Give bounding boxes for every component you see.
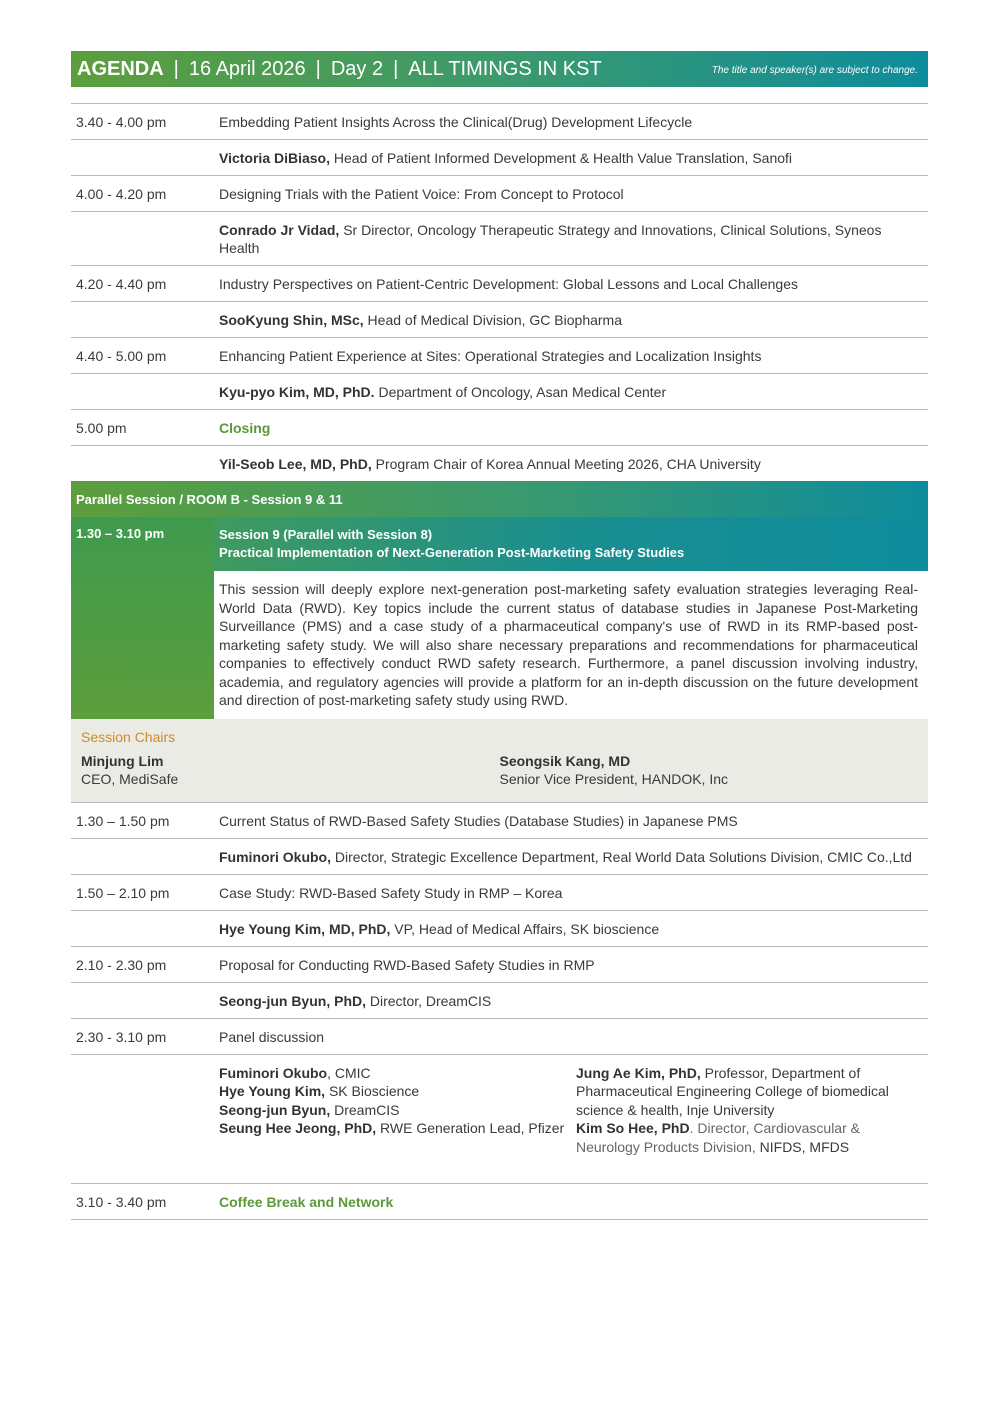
panelists-col-1: [219, 1064, 576, 1157]
panelist-name: Jung Ae Kim, PhD,: [576, 1064, 701, 1081]
row-title: Enhancing Patient Experience at Sites: Operational Strategies and Localization Insights: [219, 348, 762, 364]
agenda-row: [71, 803, 928, 839]
row-speaker: [214, 983, 928, 1018]
header-separator: |: [393, 57, 399, 80]
agenda-row: [71, 410, 928, 446]
row-time: 4.40 - 5.00 pm: [76, 348, 167, 364]
row-speaker: [214, 839, 928, 874]
panelist: [219, 1064, 576, 1083]
row-time: 3.40 - 4.00 pm: [76, 114, 167, 130]
agenda-page: [71, 51, 928, 1220]
row-title: Case Study: RWD-Based Safety Study in RMP – Korea: [219, 884, 563, 901]
header-title: [71, 58, 602, 81]
panelist-role: , CMIC: [327, 1064, 371, 1081]
panelists: [214, 1055, 928, 1184]
row-time: 4.20 - 4.40 pm: [76, 276, 167, 292]
agenda-row: [71, 839, 928, 875]
panelist-name: Hye Young Kim,: [219, 1083, 326, 1099]
speaker-role: Department of Oncology, Asan Medical Center: [374, 384, 667, 400]
session-title: [214, 517, 928, 571]
speaker-name: Seong-jun Byun, PhD,: [219, 992, 366, 1009]
panelist-name: Seung Hee Jeong, PhD,: [219, 1120, 377, 1136]
row-time: 1.30 – 1.50 pm: [76, 812, 170, 829]
row-time: 1.50 – 2.10 pm: [76, 884, 170, 901]
agenda-rows-top: [71, 103, 928, 481]
header-date: 16 April 2026: [188, 57, 306, 80]
speaker-role: Director, DreamCIS: [366, 992, 492, 1009]
chair-role: Senior Vice President, HANDOK, Inc: [499, 770, 729, 787]
speaker-name: Yil-Seob Lee, MD, PhD,: [219, 456, 372, 472]
row-speaker: [214, 374, 928, 409]
agenda-row: [71, 947, 928, 983]
panelist-role: DreamCIS: [330, 1101, 400, 1118]
panelist-role: Professor, Department of Pharmaceutical Engineering College of biomedical science & health, Inje University: [576, 1064, 889, 1118]
agenda-row: [71, 911, 928, 947]
row-speaker: [214, 140, 928, 175]
panelist-role: SK Bioscience: [325, 1083, 420, 1099]
agenda-row: [71, 374, 928, 410]
agenda-row: [71, 1019, 928, 1055]
panelist: [219, 1082, 576, 1101]
agenda-row: [71, 338, 928, 374]
speaker-name: SooKyung Shin, MSc,: [219, 312, 364, 328]
chair-name: Seongsik Kang, MD: [499, 752, 631, 769]
agenda-row: [71, 983, 928, 1019]
session-block: [71, 517, 928, 719]
panelists-col-2: [576, 1064, 918, 1157]
speaker-role: Head of Medical Division, GC Biopharma: [363, 312, 623, 328]
row-time: 5.00 pm: [76, 420, 127, 436]
row-speaker: [214, 911, 928, 946]
speaker-role: Program Chair of Korea Annual Meeting 2026, CHA University: [371, 456, 761, 472]
session-title-line1: Session 9 (Parallel with Session 8): [219, 527, 433, 542]
row-time: 2.30 - 3.10 pm: [76, 1028, 167, 1045]
panelist-name: Kim So Hee, PhD: [576, 1120, 690, 1136]
speaker-role: Sr Director, Oncology Therapeutic Strategy and Innovations, Clinical Solutions, Syneos Health: [219, 222, 882, 256]
coffee-break-title: Coffee Break and Network: [219, 1194, 394, 1210]
row-title: Embedding Patient Insights Across the Clinical(Drug) Development Lifecycle: [219, 114, 693, 130]
panelist-name: Seong-jun Byun,: [219, 1101, 331, 1118]
agenda-row: [71, 212, 928, 266]
chair-role: CEO, MediSafe: [81, 770, 179, 787]
header-note: The title and speaker(s) are subject to change.: [711, 65, 918, 76]
chairs-label: Session Chairs: [81, 728, 176, 745]
speaker-name: Victoria DiBiaso,: [219, 150, 331, 166]
row-speaker: [214, 302, 928, 337]
panel-row: [71, 1055, 928, 1185]
session-time: 1.30 – 3.10 pm: [71, 517, 214, 719]
header-timings: ALL TIMINGS IN KST: [408, 57, 602, 80]
row-time: 3.10 - 3.40 pm: [76, 1194, 167, 1210]
row-title: Designing Trials with the Patient Voice: From Concept to Protocol: [219, 186, 624, 202]
speaker-name: Hye Young Kim, MD, PhD,: [219, 920, 391, 937]
speaker-name: Kyu-pyo Kim, MD, PhD.: [219, 384, 375, 400]
chair-name: Minjung Lim: [81, 752, 164, 769]
agenda-row: [71, 302, 928, 338]
header-separator: |: [315, 57, 321, 80]
agenda-row: [71, 1184, 928, 1220]
panelist: [576, 1064, 918, 1120]
header-agenda: AGENDA: [77, 57, 164, 80]
row-time: 2.10 - 2.30 pm: [76, 956, 167, 973]
chair-1: [81, 752, 500, 788]
agenda-rows-bottom: [71, 803, 928, 1221]
row-title: Industry Perspectives on Patient-Centric Development: Global Lessons and Local Challenges: [219, 276, 798, 292]
session-chairs: [71, 719, 928, 803]
panelist-role: RWE Generation Lead, Pfizer: [376, 1120, 565, 1136]
session-description: This session will deeply explore next-generation post-marketing safety evaluation strategies leveraging Real-World Data (RWD). Key topics include the current status of database studies in Japanese Post-Marketing Surveillance (PMS) and a case study of a pharmaceutical company's use of RWD in its RMP-based post-marketing safety study. We will also share necessary preparations and recommendations for pharmaceutical companies to effectively conduct RWD safety research. Furthermore, a panel discussion involving industry, academia, and regulatory agencies will provide a platform for an in-depth discussion on the future development and direction of post-marketing safety study using RWD.: [219, 581, 918, 708]
agenda-row: [71, 875, 928, 911]
row-speaker: [214, 212, 928, 265]
agenda-row: [71, 176, 928, 212]
row-title: Proposal for Conducting RWD-Based Safety Studies in RMP: [219, 956, 595, 973]
panelist-org: NIFDS, MFDS: [755, 1138, 850, 1155]
panelist: [576, 1119, 918, 1156]
speaker-role: Director, Strategic Excellence Department, Real World Data Solutions Division, CMIC Co.,Ltd: [331, 848, 912, 865]
header-separator: |: [173, 57, 179, 80]
panelist: [219, 1119, 576, 1138]
agenda-header: [71, 51, 928, 87]
agenda-row: [71, 140, 928, 176]
chair-2: [500, 752, 919, 788]
agenda-row: [71, 446, 928, 481]
agenda-row: [71, 104, 928, 140]
parallel-session-heading: Parallel Session / ROOM B - Session 9 & 11: [71, 481, 928, 517]
row-speaker: [214, 446, 928, 481]
row-title: Panel discussion: [219, 1028, 325, 1045]
session-title-line2: Practical Implementation of Next-Generation Post-Marketing Safety Studies: [219, 545, 685, 560]
row-title: Current Status of RWD-Based Safety Studies (Database Studies) in Japanese PMS: [219, 812, 738, 829]
closing-title: Closing: [219, 420, 271, 436]
speaker-role: Head of Patient Informed Development & Health Value Translation, Sanofi: [330, 150, 793, 166]
panelist-name: Fuminori Okubo: [219, 1064, 328, 1081]
speaker-name: Conrado Jr Vidad,: [219, 222, 340, 238]
speaker-role: VP, Head of Medical Affairs, SK bioscience: [390, 920, 660, 937]
header-day: Day 2: [330, 57, 384, 80]
speaker-name: Fuminori Okubo,: [219, 848, 331, 865]
panelist-role: . Director, Cardiovascular & Neurology Products Division,: [576, 1120, 860, 1155]
agenda-row: [71, 266, 928, 302]
row-time: 4.00 - 4.20 pm: [76, 186, 167, 202]
panelist: [219, 1101, 576, 1120]
